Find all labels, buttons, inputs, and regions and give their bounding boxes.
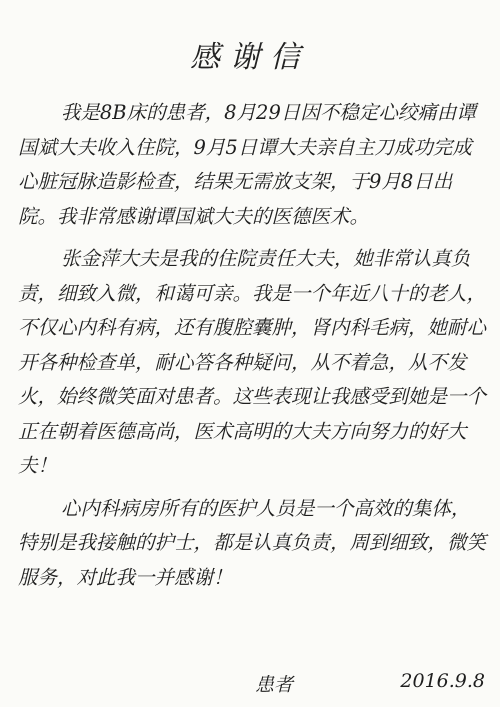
- signature: 患者: [255, 674, 294, 696]
- paragraph-3: 心内科病房所有的医护人员是一个高效的集体，特别是我接触的护士，都是认真负责，周到细致，微笑服务，对此我一并感谢！: [18, 496, 487, 589]
- paragraph-2: 张金萍大夫是我的住院责任大夫，她非常认真负责，细致入微，和蔼可亲。我是一个年近八十的老人，不仅心内科有病，还有腹腔囊肿，肾内科毛病，她耐心开各种检查单，耐心答各种疑问，从不着急，从不发火，始终微笑面对患者。这些表现让我感受到她是一个正在朝着医德高尚，医术高明的大夫方向努力的好大夫！: [18, 247, 487, 477]
- letter-title: 感谢信: [190, 40, 310, 75]
- letter-body: [18, 96, 488, 595]
- letter-date: 2016.9.8: [400, 670, 485, 692]
- paragraph-1: 我是8B床的患者，8月29日因不稳定心绞痛由谭国斌大夫收入住院，9月5日谭大夫亲自主刀成功完成心脏冠脉造影检查，结果无需放支架，于9月8日出院。我非常感谢谭国斌大夫的医德医术。: [18, 101, 476, 228]
- signature-block: [255, 670, 485, 697]
